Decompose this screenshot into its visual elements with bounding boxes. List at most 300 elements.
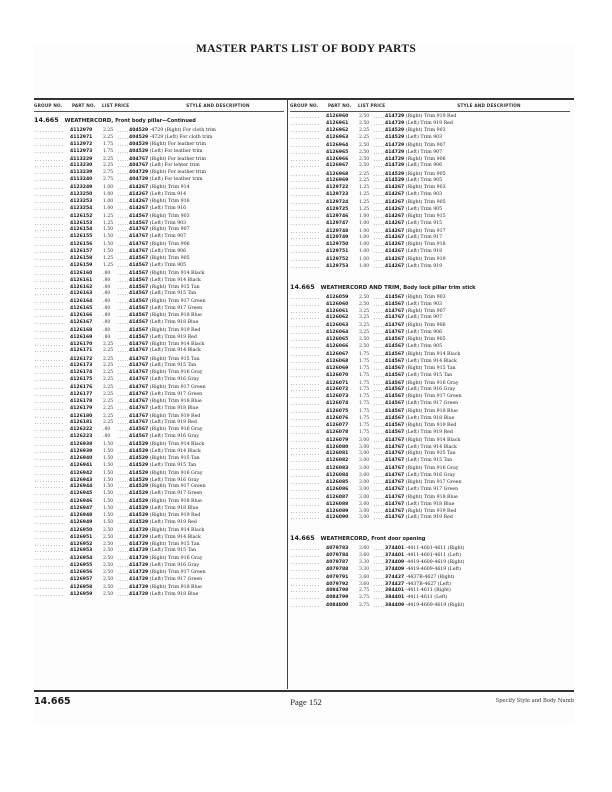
part-number: 4129746: [326, 213, 349, 219]
part-number: 4126060: [326, 301, 349, 307]
price-leader-dots: .....: [117, 427, 130, 433]
style-number: 414567: [129, 313, 149, 319]
list-price: 1.00: [359, 228, 370, 234]
header-group-no: GROUP NO.: [34, 102, 63, 108]
part-number: 4126953: [70, 548, 93, 554]
part-number: 4126181: [70, 420, 93, 426]
list-price: 2.50: [359, 163, 370, 169]
column-header: [34, 99, 284, 112]
leader-dots: ...........: [290, 387, 320, 393]
part-number: 4126080: [326, 444, 349, 450]
leader-dots: ...........: [34, 385, 64, 391]
page-title: MASTER PARTS LIST OF BODY PARTS: [195, 43, 417, 55]
style-description: (Left) Trim 917 Green: [405, 401, 459, 407]
price-leader-dots: .....: [373, 315, 386, 321]
leader-dots: ...........: [34, 570, 64, 576]
list-price: 2.50: [103, 541, 114, 547]
leader-dots: ...........: [290, 213, 320, 219]
leader-dots: ...........: [34, 413, 64, 419]
leader-dots: ...........: [290, 466, 320, 472]
leader-dots: ...........: [34, 499, 64, 505]
list-price: .80: [103, 277, 111, 283]
list-price: 2.50: [103, 570, 114, 576]
price-leader-dots: .....: [117, 385, 130, 391]
style-number: 374427: [385, 581, 405, 587]
leader-dots: ...........: [34, 506, 64, 512]
part-number: 4126938: [70, 442, 93, 448]
part-row: [290, 249, 570, 256]
part-number: 4126174: [70, 370, 93, 376]
section-heading: [34, 116, 284, 125]
style-description: (Right) Trim 914 Black: [149, 527, 205, 533]
style-number: 414729: [129, 534, 149, 540]
leader-dots: ...........: [34, 449, 64, 455]
part-row: [34, 320, 284, 327]
style-description: (Right) Trim 919 Red: [405, 422, 457, 428]
price-leader-dots: .....: [373, 501, 386, 507]
style-description: (Left) Trim 907: [149, 234, 187, 240]
list-price: 3.60: [359, 581, 370, 587]
leader-dots: ...........: [34, 491, 64, 497]
list-price: 2.75: [359, 588, 370, 594]
footer-page-number: Page 152: [290, 697, 322, 707]
leader-dots: ...........: [290, 415, 320, 421]
part-row: [290, 221, 570, 228]
style-description: (Left) Trim 914 Black: [149, 348, 201, 354]
bottom-rule: [34, 690, 574, 692]
price-leader-dots: .....: [117, 270, 130, 276]
part-number: 4079792: [326, 581, 349, 587]
part-number: 4126968: [326, 171, 349, 177]
style-number: 404529: [129, 128, 149, 133]
price-leader-dots: .....: [373, 343, 386, 349]
style-description: (Right) Trim 906: [405, 323, 446, 329]
style-description: (Right) Trim 915 Tan: [405, 451, 456, 457]
price-leader-dots: .....: [117, 327, 130, 333]
price-leader-dots: .....: [117, 213, 130, 219]
price-leader-dots: .....: [373, 415, 386, 421]
style-description: (Right) For leather trim: [149, 141, 206, 147]
part-row: [34, 463, 284, 470]
part-number: 4126068: [326, 358, 349, 364]
style-number: 414567: [129, 434, 149, 440]
price-leader-dots: .....: [373, 451, 386, 457]
part-row: [290, 163, 570, 170]
part-number: 4126159: [70, 262, 93, 268]
list-price: 1.25: [103, 213, 114, 219]
part-row: [34, 328, 284, 335]
list-price: 1.75: [103, 141, 114, 147]
part-row: [34, 234, 284, 241]
part-number: 4126949: [70, 519, 93, 525]
leader-dots: ...........: [290, 257, 320, 263]
part-number: 4126941: [70, 462, 93, 468]
price-leader-dots: .....: [373, 235, 386, 241]
leader-dots: ...........: [34, 370, 64, 376]
style-description: (Right) Trim 919 Red: [149, 413, 201, 419]
leader-dots: ...........: [290, 171, 320, 177]
price-leader-dots: .....: [373, 200, 386, 206]
part-row: [290, 430, 570, 437]
price-leader-dots: .....: [117, 191, 130, 197]
price-leader-dots: .....: [373, 308, 386, 314]
part-number: 4129748: [326, 228, 349, 234]
part-number: 4126950: [70, 527, 93, 533]
style-number: 414529: [129, 477, 149, 483]
style-description: (Right) Trim 916 Gray: [149, 556, 203, 562]
style-description: (Right) Trim 916 Gray: [149, 370, 203, 376]
style-description: (Right) Trim 905: [405, 200, 446, 206]
part-number: 4126155: [70, 234, 93, 240]
part-number: 4129725: [326, 206, 349, 212]
list-price: 2.50: [359, 156, 370, 162]
style-number: 414529: [129, 491, 149, 497]
style-number: 384409: [385, 603, 405, 609]
style-description: (Right) Trim 903: [149, 213, 190, 219]
left-column-body: [34, 116, 284, 599]
leader-dots: ...........: [34, 242, 64, 248]
style-number: 414267: [385, 213, 405, 219]
style-description: (Left) For leather trim: [149, 177, 203, 183]
list-price: 2.25: [359, 171, 370, 177]
list-price: 2.25: [103, 391, 114, 397]
list-price: 3.30: [359, 559, 370, 565]
leader-dots: ...........: [290, 603, 320, 609]
part-row: [290, 200, 570, 207]
style-number: 414267: [385, 249, 405, 255]
style-number: 414567: [385, 387, 405, 393]
price-leader-dots: .....: [117, 413, 130, 419]
part-row: [290, 560, 570, 567]
part-number: 4126960: [326, 114, 349, 120]
leader-dots: ...........: [290, 149, 320, 155]
leader-dots: ...........: [34, 213, 64, 219]
price-leader-dots: .....: [117, 470, 130, 476]
price-leader-dots: .....: [373, 444, 386, 450]
style-description: (Left) Trim 917 Green: [149, 491, 203, 497]
style-number: 414767: [129, 348, 149, 354]
part-row: [34, 442, 284, 449]
style-description: (Right) Trim 905: [405, 337, 446, 343]
price-leader-dots: .....: [373, 323, 386, 329]
price-leader-dots: .....: [373, 156, 386, 162]
part-number: 4126061: [326, 308, 349, 314]
price-leader-dots: .....: [117, 277, 130, 283]
style-number: 414767: [129, 420, 149, 426]
price-leader-dots: .....: [117, 205, 130, 211]
style-number: 414729: [129, 548, 149, 554]
price-leader-dots: .....: [373, 394, 386, 400]
style-description: (Right) Trim 918 Blue: [149, 313, 202, 319]
price-leader-dots: .....: [117, 541, 130, 547]
style-description: (Left) Trim 906: [405, 163, 443, 169]
price-leader-dots: .....: [373, 213, 386, 219]
section-group-number: 14.665: [290, 282, 315, 291]
style-number: 374409: [385, 559, 405, 565]
leader-dots: ...........: [290, 429, 320, 435]
part-row: [290, 553, 570, 560]
list-price: 2.50: [103, 534, 114, 540]
price-leader-dots: .....: [373, 330, 386, 336]
list-price: 2.25: [103, 405, 114, 411]
leader-dots: ...........: [34, 548, 64, 554]
list-price: 1.50: [103, 449, 114, 455]
style-description: (Left) Trim 916 Gray: [149, 563, 200, 569]
list-price: .80: [103, 299, 111, 305]
price-leader-dots: .....: [373, 134, 386, 140]
style-description: (Left) Trim 906: [405, 330, 443, 336]
part-row: [34, 385, 284, 392]
style-description: (Left) Trim 919 Red: [405, 429, 453, 435]
part-number: 4126086: [326, 486, 349, 492]
style-number: 414567: [385, 415, 405, 421]
list-price: 1.00: [103, 205, 114, 211]
part-row: [34, 249, 284, 256]
leader-dots: ...........: [34, 141, 64, 147]
list-price: 1.00: [103, 191, 114, 197]
price-leader-dots: .....: [373, 574, 386, 580]
style-number: 414729: [385, 142, 405, 148]
leader-dots: ...........: [290, 588, 320, 594]
leader-dots: ...........: [34, 313, 64, 319]
part-row: [34, 449, 284, 456]
list-price: 3.25: [359, 323, 370, 329]
part-number: 4084800: [326, 603, 349, 609]
leader-dots: ...........: [290, 301, 320, 307]
list-price: 2.50: [359, 337, 370, 343]
style-number: 414767: [129, 398, 149, 404]
style-number: 414767: [385, 515, 405, 521]
style-description: (Right) Trim 919: [405, 257, 446, 263]
style-number: 414767: [385, 473, 405, 479]
price-leader-dots: .....: [117, 262, 130, 268]
style-number: 414767: [385, 501, 405, 507]
list-price: 2.50: [359, 114, 370, 120]
style-description: (Left) Trim 905: [405, 343, 443, 349]
list-price: .80: [103, 306, 111, 312]
price-leader-dots: .....: [373, 494, 386, 500]
list-price: 1.50: [103, 477, 114, 483]
list-price: 2.50: [359, 301, 370, 307]
part-row: [290, 567, 570, 574]
price-leader-dots: .....: [117, 499, 130, 505]
style-description: (Right) Trim 906: [149, 242, 190, 248]
leader-dots: ...........: [290, 380, 320, 386]
price-leader-dots: .....: [117, 291, 130, 297]
header-style-description: STYLE AND DESCRIPTION: [457, 102, 521, 108]
part-row: [290, 214, 570, 221]
part-number: 4126946: [70, 499, 93, 505]
style-number: 404529: [129, 141, 149, 147]
style-number: 414567: [385, 337, 405, 343]
part-number: 4123254: [70, 205, 93, 211]
part-number: 4126963: [326, 134, 349, 140]
price-leader-dots: .....: [117, 284, 130, 290]
style-description: (Left) Trim 915 Tan: [149, 363, 197, 369]
leader-dots: ...........: [34, 541, 64, 547]
price-leader-dots: .....: [117, 134, 130, 140]
leader-dots: ...........: [34, 534, 64, 540]
header-group-no: GROUP NO.: [290, 102, 319, 108]
part-row: [34, 456, 284, 463]
style-number: 414767: [129, 249, 149, 255]
style-description: (Right) Trim 916 Gray: [149, 470, 203, 476]
part-number: 4126962: [326, 128, 349, 134]
price-leader-dots: .....: [373, 458, 386, 464]
part-row: [34, 377, 284, 384]
price-leader-dots: .....: [373, 149, 386, 155]
list-price: 1.75: [359, 409, 370, 415]
leader-dots: ...........: [290, 228, 320, 234]
part-number: 4113230: [70, 163, 93, 169]
section-heading: [290, 283, 570, 292]
part-number: 4129724: [326, 200, 349, 206]
price-leader-dots: .....: [373, 380, 386, 386]
style-description: (Left) Trim 919: [405, 264, 443, 270]
part-row: [290, 185, 570, 192]
part-number: 4126171: [70, 348, 93, 354]
price-leader-dots: .....: [117, 313, 130, 319]
style-number: 414767: [385, 315, 405, 321]
leader-dots: ...........: [34, 128, 64, 133]
style-description: -4729 (Left) For cloth trim: [149, 134, 213, 140]
part-number: 4129750: [326, 242, 349, 248]
part-row: [290, 595, 570, 602]
price-leader-dots: .....: [373, 228, 386, 234]
price-leader-dots: .....: [373, 486, 386, 492]
list-price: .80: [103, 434, 111, 440]
part-number: 4126169: [70, 334, 93, 340]
leader-dots: ...........: [290, 206, 320, 212]
price-leader-dots: .....: [117, 491, 130, 497]
price-leader-dots: .....: [373, 242, 386, 248]
part-number: 4126943: [70, 477, 93, 483]
price-leader-dots: .....: [117, 398, 130, 404]
list-price: 2.25: [359, 128, 370, 134]
list-price: 1.00: [359, 235, 370, 241]
style-description: (Left) Trim 903: [405, 134, 443, 140]
style-number: 414767: [385, 479, 405, 485]
price-leader-dots: .....: [373, 595, 386, 601]
part-number: 4126064: [326, 330, 349, 336]
style-number: 414567: [129, 220, 149, 226]
part-row: [290, 264, 570, 271]
style-description: -4437B-4627 (Left): [405, 581, 451, 587]
price-leader-dots: .....: [117, 220, 130, 226]
list-price: 3.00: [359, 508, 370, 514]
style-number: 414567: [129, 319, 149, 325]
section-subtitle: Body lock pillar trim stick: [403, 284, 476, 291]
part-number: 4129747: [326, 220, 349, 226]
list-price: 2.50: [359, 294, 370, 300]
style-description: (Left) Trim 905: [405, 178, 443, 184]
style-number: 414567: [385, 380, 405, 386]
leader-dots: ...........: [290, 546, 320, 552]
style-description: (Right) Trim 915 Tan: [149, 356, 200, 362]
price-leader-dots: .....: [373, 437, 386, 443]
part-number: 4126956: [70, 570, 93, 576]
leader-dots: ...........: [34, 576, 64, 582]
leader-dots: ...........: [34, 198, 64, 204]
style-description: (Left) Trim 918 Blue: [149, 506, 199, 512]
leader-dots: ...........: [290, 566, 320, 572]
part-number: 4129753: [326, 264, 349, 270]
list-price: 1.50: [103, 249, 114, 255]
leader-dots: ...........: [290, 235, 320, 241]
part-number: 4126071: [326, 380, 349, 386]
style-number: 414729: [129, 591, 149, 597]
part-row: [290, 458, 570, 465]
price-leader-dots: .....: [117, 363, 130, 369]
part-number: 4126958: [70, 585, 93, 590]
style-number: 414267: [129, 198, 149, 204]
price-leader-dots: .....: [117, 576, 130, 582]
leader-dots: ...........: [34, 398, 64, 404]
price-leader-dots: .....: [373, 603, 386, 609]
part-row: [290, 302, 570, 309]
leader-dots: ...........: [290, 121, 320, 127]
leader-dots: ...........: [34, 306, 64, 312]
style-number: 414767: [129, 356, 149, 362]
list-price: 2.50: [103, 576, 114, 582]
part-number: 4126942: [70, 470, 93, 476]
leader-dots: ...........: [290, 185, 320, 191]
list-price: 3.00: [359, 451, 370, 457]
leader-dots: ...........: [290, 343, 320, 349]
style-description: (Right) Trim 917 Green: [405, 394, 462, 400]
style-number: 414267: [385, 206, 405, 212]
leader-dots: ...........: [34, 484, 64, 490]
style-number: 404729: [129, 170, 149, 176]
price-leader-dots: .....: [117, 527, 130, 533]
part-number: 4079784: [326, 553, 349, 559]
style-description: (Right) Trim 914 Black: [149, 442, 205, 448]
list-price: 3.25: [359, 308, 370, 314]
leader-dots: ...........: [290, 294, 320, 300]
leader-dots: ...........: [34, 462, 64, 468]
price-leader-dots: .....: [117, 170, 130, 176]
part-number: 4126179: [70, 405, 93, 411]
list-price: 1.50: [103, 519, 114, 525]
style-number: 414567: [385, 343, 405, 349]
list-price: 2.75: [359, 603, 370, 609]
price-leader-dots: .....: [373, 422, 386, 428]
style-number: 414767: [385, 437, 405, 443]
price-leader-dots: .....: [117, 198, 130, 204]
list-price: 1.50: [103, 462, 114, 468]
price-leader-dots: .....: [117, 249, 130, 255]
part-number: 4126954: [70, 556, 93, 562]
style-description: (Left) Trim 914 Black: [149, 534, 201, 540]
leader-dots: ...........: [290, 220, 320, 226]
list-price: 1.50: [103, 234, 114, 240]
list-price: 1.25: [103, 262, 114, 268]
part-row: [290, 546, 570, 553]
list-price: 2.25: [103, 413, 114, 419]
style-description: (Left) Trim 916 Gray: [149, 477, 200, 483]
section-spacer: [290, 522, 570, 530]
style-number: 414267: [385, 242, 405, 248]
style-number: 414567: [385, 401, 405, 407]
part-row: [290, 473, 570, 480]
part-number: 4126167: [70, 319, 93, 325]
part-row: [290, 409, 570, 416]
leader-dots: ...........: [290, 574, 320, 580]
list-price: 1.75: [359, 372, 370, 378]
header-list-price: LIST PRICE: [358, 102, 386, 108]
leader-dots: ...........: [34, 319, 64, 325]
part-row: [290, 344, 570, 351]
